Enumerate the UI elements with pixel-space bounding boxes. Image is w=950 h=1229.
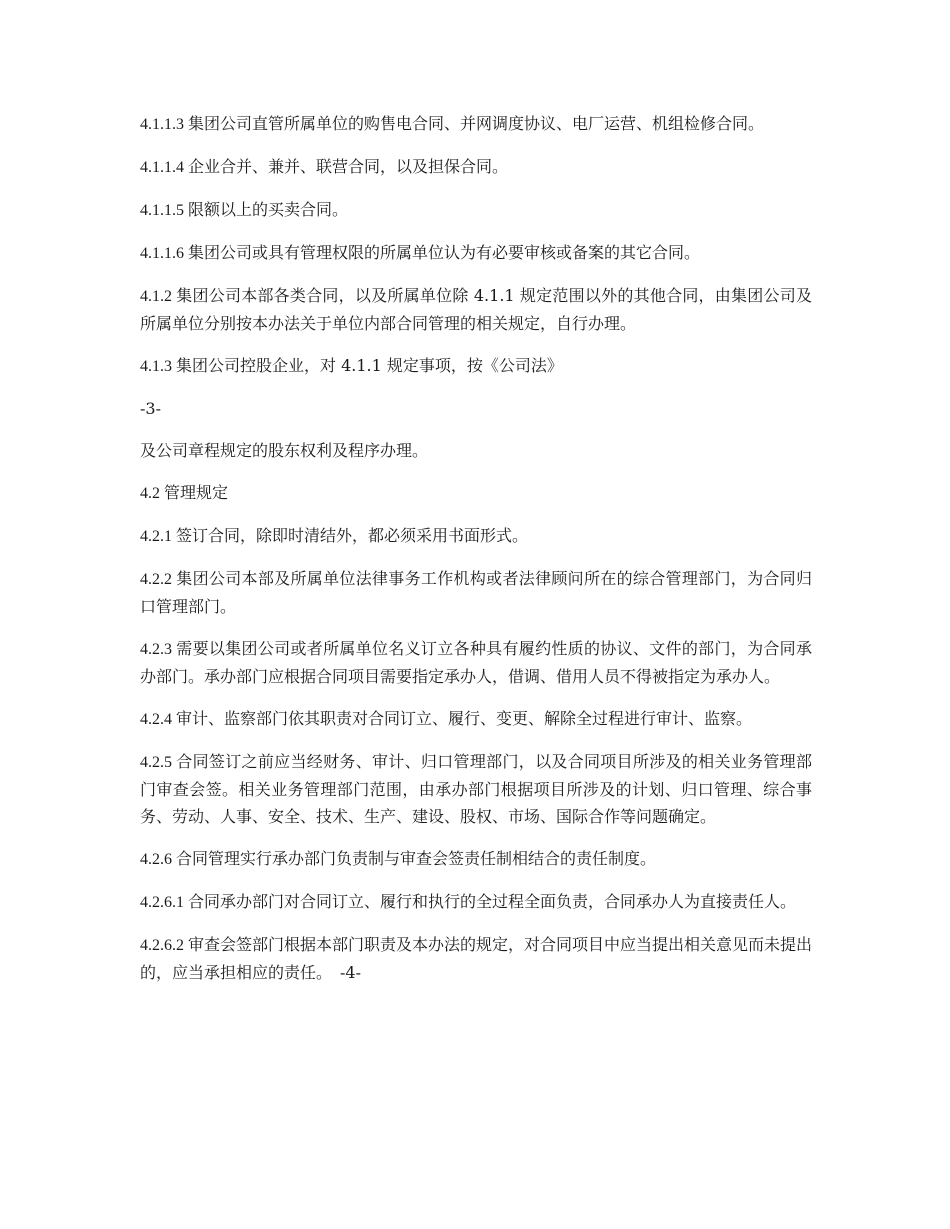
paragraph-text: 集团公司直管所属单位的购售电合同、并网调度协议、电厂运营、机组检修合同。 [188,114,765,133]
paragraph-4-2-3 [140,635,812,690]
paragraph-text: 集团公司控股企业，对 4.1.1 规定事项，按《公司法》 [176,356,563,375]
paragraph-text: 合同签订之前应当经财务、审计、归口管理部门，以及合同项目所涉及的相关业务管理部门审查会签。相关业务管理部门范围，由承办部门根据项目所涉及的计划、归口管理、综合事务、劳动、人事、安全、技术、生产、建设、股权、市场、国际合作等问题确定。 [140,752,812,826]
paragraph-text: 集团公司本部及所属单位法律事务工作机构或者法律顾问所在的综合管理部门，为合同归口管理部门。 [140,569,812,616]
section-number: 4.1.3 [140,358,172,375]
section-number: 4.1.1.5 [140,202,184,219]
paragraph-4-1-1-5 [140,196,812,224]
section-number: 4.1.1.6 [140,245,184,262]
paragraph-4-2-2 [140,565,812,620]
paragraph-4-1-2 [140,282,812,337]
paragraph-text: 集团公司或具有管理权限的所属单位认为有必要审核或备案的其它合同。 [188,243,701,262]
section-number: 4.2.4 [140,711,172,728]
section-number: 4.1.1.4 [140,159,184,176]
paragraph-text: 需要以集团公司或者所属单位名义订立各种具有履约性质的协议、文件的部门，为合同承办部门。承办部门应根据合同项目需要指定承办人，借调、借用人员不得被指定为承办人。 [140,639,812,686]
section-heading-4-2 [140,479,812,507]
paragraph-4-1-1-6 [140,239,812,267]
section-number: 4.1.1.3 [140,116,184,133]
section-number: 4.2.6.1 [140,894,184,911]
paragraph-text: 限额以上的买卖合同。 [188,200,349,219]
paragraph-4-2-6-1 [140,888,812,916]
section-number: 4.2.1 [140,528,172,545]
page-number: -4- [340,963,362,982]
paragraph-4-1-3 [140,352,812,380]
paragraph-4-2-1 [140,522,812,550]
paragraph-4-2-6-2 [140,931,812,986]
paragraph-text: 审查会签部门根据本部门职责及本办法的规定，对合同项目中应当提出相关意见而未提出的，应当承担相应的责任。 [140,935,813,982]
section-number: 4.2.2 [140,571,172,588]
section-number: 4.2.6 [140,851,172,868]
paragraph-text: 及公司章程规定的股东权利及程序办理。 [140,441,429,460]
paragraph-text: 集团公司本部各类合同，以及所属单位除 4.1.1 规定范围以外的其他合同，由集团公司及所属单位分别按本办法关于单位内部合同管理的相关规定，自行办理。 [140,286,812,333]
paragraph-4-2-5 [140,748,812,830]
paragraph-continuation [140,437,812,464]
paragraph-4-2-4 [140,705,812,733]
page-number: -3- [140,399,161,418]
document-page [140,110,812,1001]
paragraph-4-1-1-4 [140,153,812,181]
section-number: 4.2 [140,485,160,502]
page-number-3 [140,395,812,422]
section-number: 4.2.5 [140,754,172,771]
section-number: 4.2.3 [140,641,172,658]
section-heading-text: 管理规定 [164,483,229,502]
paragraph-text: 合同承办部门对合同订立、履行和执行的全过程全面负责，合同承办人为直接责任人。 [188,892,797,911]
paragraph-text: 审计、监察部门依其职责对合同订立、履行、变更、解除全过程进行审计、监察。 [176,709,753,728]
section-number: 4.2.6.2 [140,937,184,954]
section-number: 4.1.2 [140,288,172,305]
paragraph-4-2-6 [140,845,812,873]
paragraph-4-1-1-3 [140,110,812,138]
paragraph-text: 企业合并、兼并、联营合同，以及担保合同。 [188,157,509,176]
paragraph-text: 合同管理实行承办部门负责制与审查会签责任制相结合的责任制度。 [176,849,657,868]
paragraph-text: 签订合同，除即时清结外，都必须采用书面形式。 [176,526,529,545]
